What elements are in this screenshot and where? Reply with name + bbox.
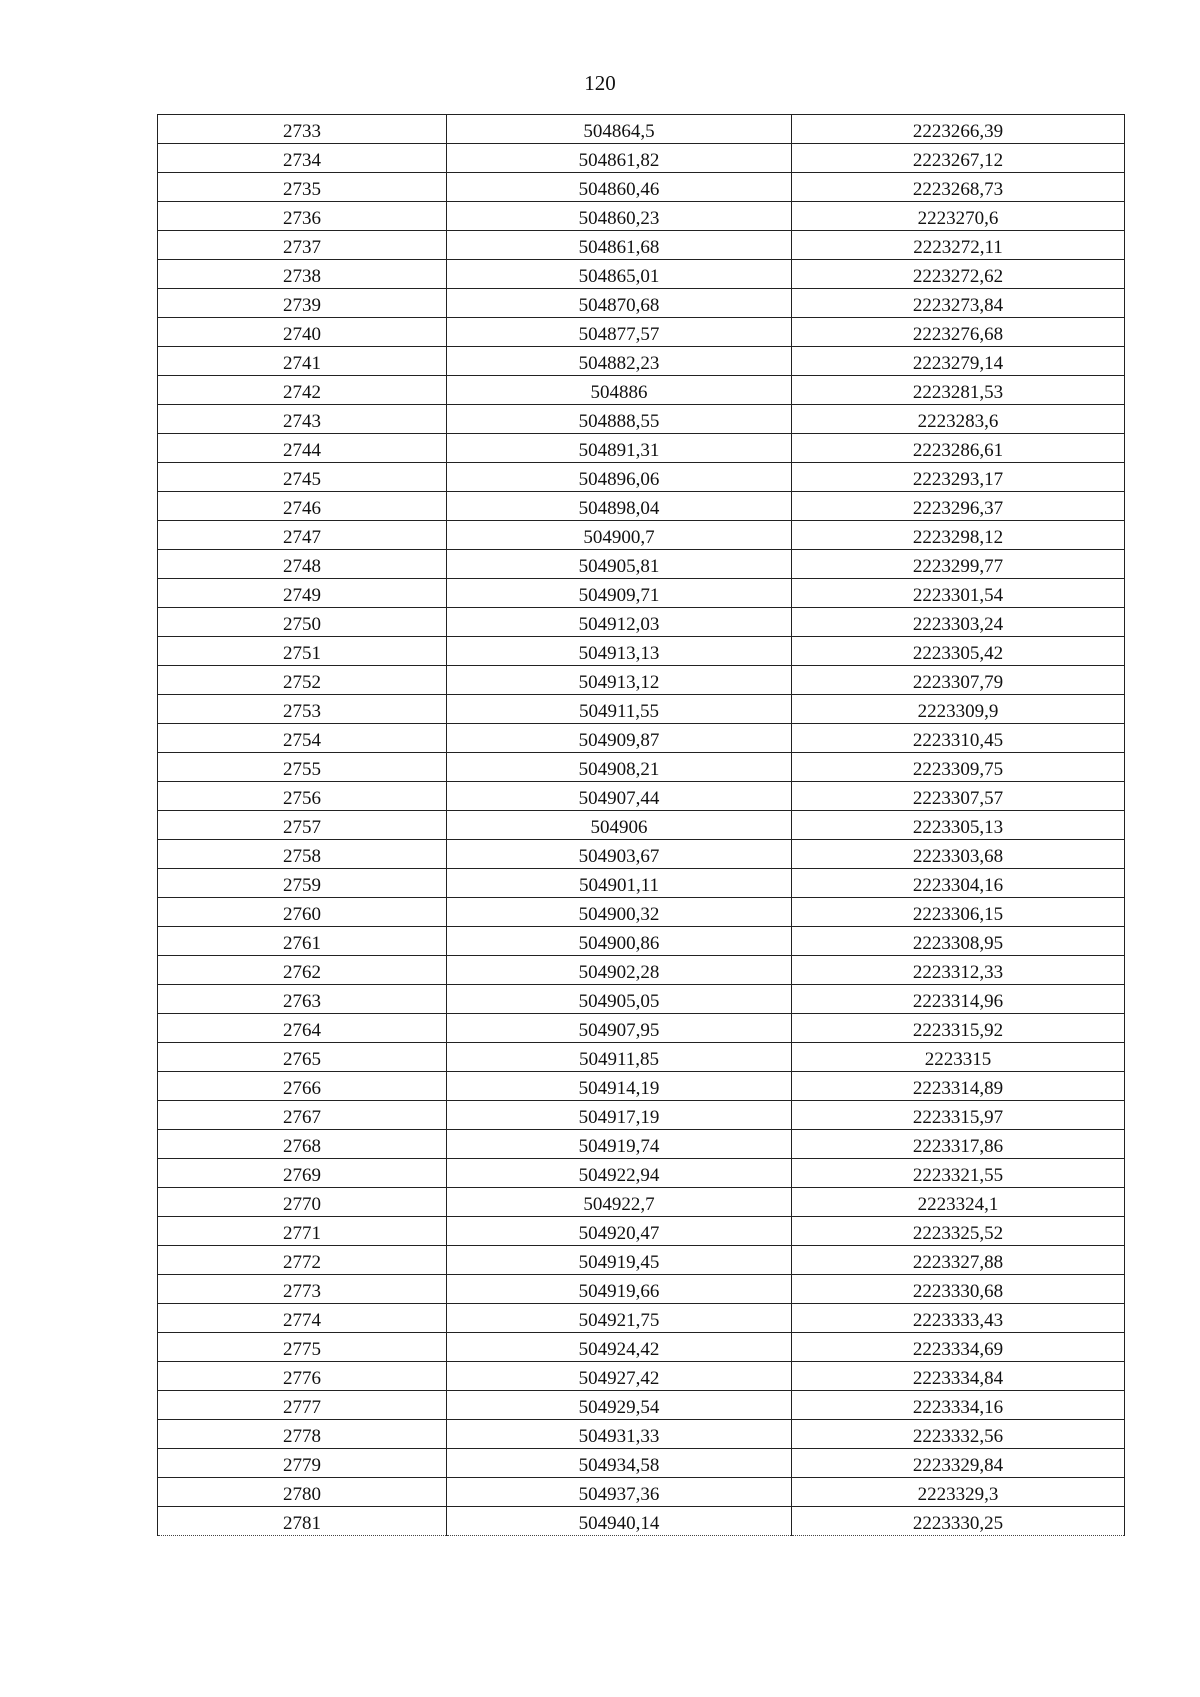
point-number-cell: 2751 <box>158 637 447 666</box>
x-coordinate-cell: 504891,31 <box>447 434 792 463</box>
point-number-cell: 2736 <box>158 202 447 231</box>
y-coordinate-cell: 2223303,68 <box>792 840 1125 869</box>
table-row <box>158 1130 1125 1159</box>
table-row <box>158 724 1125 753</box>
point-number-cell: 2760 <box>158 898 447 927</box>
table-row <box>158 1333 1125 1362</box>
table-row <box>158 753 1125 782</box>
point-number-cell: 2752 <box>158 666 447 695</box>
table-row <box>158 463 1125 492</box>
table-row <box>158 173 1125 202</box>
x-coordinate-cell: 504882,23 <box>447 347 792 376</box>
point-number-cell: 2754 <box>158 724 447 753</box>
y-coordinate-cell: 2223329,3 <box>792 1478 1125 1507</box>
point-number-cell: 2773 <box>158 1275 447 1304</box>
x-coordinate-cell: 504888,55 <box>447 405 792 434</box>
table-row <box>158 1362 1125 1391</box>
point-number-cell: 2765 <box>158 1043 447 1072</box>
x-coordinate-cell: 504902,28 <box>447 956 792 985</box>
point-number-cell: 2769 <box>158 1159 447 1188</box>
x-coordinate-cell: 504919,74 <box>447 1130 792 1159</box>
table-row <box>158 608 1125 637</box>
y-coordinate-cell: 2223276,68 <box>792 318 1125 347</box>
point-number-cell: 2749 <box>158 579 447 608</box>
y-coordinate-cell: 2223279,14 <box>792 347 1125 376</box>
y-coordinate-cell: 2223304,16 <box>792 869 1125 898</box>
x-coordinate-cell: 504870,68 <box>447 289 792 318</box>
point-number-cell: 2755 <box>158 753 447 782</box>
table-row <box>158 695 1125 724</box>
table-row <box>158 637 1125 666</box>
point-number-cell: 2757 <box>158 811 447 840</box>
x-coordinate-cell: 504919,66 <box>447 1275 792 1304</box>
y-coordinate-cell: 2223314,89 <box>792 1072 1125 1101</box>
x-coordinate-cell: 504908,21 <box>447 753 792 782</box>
x-coordinate-cell: 504864,5 <box>447 115 792 144</box>
table-row <box>158 1246 1125 1275</box>
point-number-cell: 2746 <box>158 492 447 521</box>
point-number-cell: 2768 <box>158 1130 447 1159</box>
table-row <box>158 1043 1125 1072</box>
point-number-cell: 2748 <box>158 550 447 579</box>
table-row <box>158 579 1125 608</box>
y-coordinate-cell: 2223334,16 <box>792 1391 1125 1420</box>
table-row <box>158 811 1125 840</box>
y-coordinate-cell: 2223315,92 <box>792 1014 1125 1043</box>
y-coordinate-cell: 2223305,42 <box>792 637 1125 666</box>
table-row <box>158 1217 1125 1246</box>
table-row <box>158 260 1125 289</box>
x-coordinate-cell: 504905,81 <box>447 550 792 579</box>
table-row <box>158 347 1125 376</box>
point-number-cell: 2740 <box>158 318 447 347</box>
table-row <box>158 289 1125 318</box>
y-coordinate-cell: 2223325,52 <box>792 1217 1125 1246</box>
y-coordinate-cell: 2223303,24 <box>792 608 1125 637</box>
x-coordinate-cell: 504909,71 <box>447 579 792 608</box>
x-coordinate-cell: 504927,42 <box>447 1362 792 1391</box>
y-coordinate-cell: 2223273,84 <box>792 289 1125 318</box>
point-number-cell: 2770 <box>158 1188 447 1217</box>
x-coordinate-cell: 504934,58 <box>447 1449 792 1478</box>
table-row <box>158 898 1125 927</box>
table-row <box>158 1275 1125 1304</box>
x-coordinate-cell: 504937,36 <box>447 1478 792 1507</box>
point-number-cell: 2734 <box>158 144 447 173</box>
x-coordinate-cell: 504898,04 <box>447 492 792 521</box>
y-coordinate-cell: 2223266,39 <box>792 115 1125 144</box>
table-row <box>158 927 1125 956</box>
x-coordinate-cell: 504917,19 <box>447 1101 792 1130</box>
point-number-cell: 2743 <box>158 405 447 434</box>
point-number-cell: 2747 <box>158 521 447 550</box>
x-coordinate-cell: 504909,87 <box>447 724 792 753</box>
y-coordinate-cell: 2223315,97 <box>792 1101 1125 1130</box>
table-row <box>158 492 1125 521</box>
table-row <box>158 869 1125 898</box>
table-row <box>158 1478 1125 1507</box>
y-coordinate-cell: 2223334,84 <box>792 1362 1125 1391</box>
y-coordinate-cell: 2223312,33 <box>792 956 1125 985</box>
table-row <box>158 956 1125 985</box>
y-coordinate-cell: 2223307,57 <box>792 782 1125 811</box>
table-row <box>158 1014 1125 1043</box>
point-number-cell: 2763 <box>158 985 447 1014</box>
point-number-cell: 2764 <box>158 1014 447 1043</box>
table-row <box>158 202 1125 231</box>
point-number-cell: 2779 <box>158 1449 447 1478</box>
x-coordinate-cell: 504924,42 <box>447 1333 792 1362</box>
point-number-cell: 2744 <box>158 434 447 463</box>
point-number-cell: 2776 <box>158 1362 447 1391</box>
y-coordinate-cell: 2223267,12 <box>792 144 1125 173</box>
point-number-cell: 2781 <box>158 1507 447 1536</box>
y-coordinate-cell: 2223327,88 <box>792 1246 1125 1275</box>
table-row <box>158 1072 1125 1101</box>
x-coordinate-cell: 504861,68 <box>447 231 792 260</box>
x-coordinate-cell: 504922,7 <box>447 1188 792 1217</box>
table-row <box>158 1420 1125 1449</box>
y-coordinate-cell: 2223321,55 <box>792 1159 1125 1188</box>
table-row <box>158 1304 1125 1333</box>
x-coordinate-cell: 504922,94 <box>447 1159 792 1188</box>
y-coordinate-cell: 2223301,54 <box>792 579 1125 608</box>
y-coordinate-cell: 2223332,56 <box>792 1420 1125 1449</box>
y-coordinate-cell: 2223317,86 <box>792 1130 1125 1159</box>
y-coordinate-cell: 2223281,53 <box>792 376 1125 405</box>
point-number-cell: 2742 <box>158 376 447 405</box>
point-number-cell: 2775 <box>158 1333 447 1362</box>
y-coordinate-cell: 2223308,95 <box>792 927 1125 956</box>
y-coordinate-cell: 2223272,62 <box>792 260 1125 289</box>
table-row <box>158 521 1125 550</box>
point-number-cell: 2778 <box>158 1420 447 1449</box>
point-number-cell: 2772 <box>158 1246 447 1275</box>
coordinates-table <box>157 114 1125 1536</box>
y-coordinate-cell: 2223296,37 <box>792 492 1125 521</box>
x-coordinate-cell: 504901,11 <box>447 869 792 898</box>
page-number: 120 <box>584 71 616 95</box>
table-row <box>158 985 1125 1014</box>
point-number-cell: 2762 <box>158 956 447 985</box>
table-row <box>158 550 1125 579</box>
x-coordinate-cell: 504886 <box>447 376 792 405</box>
point-number-cell: 2774 <box>158 1304 447 1333</box>
table-row <box>158 840 1125 869</box>
table-row <box>158 1507 1125 1536</box>
table-row <box>158 405 1125 434</box>
x-coordinate-cell: 504929,54 <box>447 1391 792 1420</box>
y-coordinate-cell: 2223299,77 <box>792 550 1125 579</box>
table-row <box>158 115 1125 144</box>
table-body <box>158 115 1125 1536</box>
y-coordinate-cell: 2223310,45 <box>792 724 1125 753</box>
y-coordinate-cell: 2223329,84 <box>792 1449 1125 1478</box>
x-coordinate-cell: 504860,46 <box>447 173 792 202</box>
y-coordinate-cell: 2223324,1 <box>792 1188 1125 1217</box>
y-coordinate-cell: 2223268,73 <box>792 173 1125 202</box>
point-number-cell: 2753 <box>158 695 447 724</box>
y-coordinate-cell: 2223283,6 <box>792 405 1125 434</box>
y-coordinate-cell: 2223293,17 <box>792 463 1125 492</box>
y-coordinate-cell: 2223309,75 <box>792 753 1125 782</box>
point-number-cell: 2737 <box>158 231 447 260</box>
point-number-cell: 2756 <box>158 782 447 811</box>
point-number-cell: 2759 <box>158 869 447 898</box>
y-coordinate-cell: 2223309,9 <box>792 695 1125 724</box>
point-number-cell: 2750 <box>158 608 447 637</box>
table-row <box>158 231 1125 260</box>
table-row <box>158 434 1125 463</box>
point-number-cell: 2745 <box>158 463 447 492</box>
table-row <box>158 1188 1125 1217</box>
y-coordinate-cell: 2223286,61 <box>792 434 1125 463</box>
x-coordinate-cell: 504914,19 <box>447 1072 792 1101</box>
table-row <box>158 1159 1125 1188</box>
x-coordinate-cell: 504912,03 <box>447 608 792 637</box>
point-number-cell: 2738 <box>158 260 447 289</box>
y-coordinate-cell: 2223330,68 <box>792 1275 1125 1304</box>
x-coordinate-cell: 504900,32 <box>447 898 792 927</box>
x-coordinate-cell: 504905,05 <box>447 985 792 1014</box>
y-coordinate-cell: 2223298,12 <box>792 521 1125 550</box>
y-coordinate-cell: 2223330,25 <box>792 1507 1125 1536</box>
x-coordinate-cell: 504931,33 <box>447 1420 792 1449</box>
x-coordinate-cell: 504940,14 <box>447 1507 792 1536</box>
x-coordinate-cell: 504900,86 <box>447 927 792 956</box>
x-coordinate-cell: 504911,55 <box>447 695 792 724</box>
y-coordinate-cell: 2223315 <box>792 1043 1125 1072</box>
y-coordinate-cell: 2223333,43 <box>792 1304 1125 1333</box>
table-row <box>158 666 1125 695</box>
y-coordinate-cell: 2223306,15 <box>792 898 1125 927</box>
x-coordinate-cell: 504919,45 <box>447 1246 792 1275</box>
x-coordinate-cell: 504907,95 <box>447 1014 792 1043</box>
x-coordinate-cell: 504907,44 <box>447 782 792 811</box>
point-number-cell: 2758 <box>158 840 447 869</box>
x-coordinate-cell: 504896,06 <box>447 463 792 492</box>
point-number-cell: 2761 <box>158 927 447 956</box>
x-coordinate-cell: 504921,75 <box>447 1304 792 1333</box>
x-coordinate-cell: 504903,67 <box>447 840 792 869</box>
y-coordinate-cell: 2223305,13 <box>792 811 1125 840</box>
y-coordinate-cell: 2223334,69 <box>792 1333 1125 1362</box>
point-number-cell: 2739 <box>158 289 447 318</box>
x-coordinate-cell: 504913,13 <box>447 637 792 666</box>
point-number-cell: 2767 <box>158 1101 447 1130</box>
point-number-cell: 2766 <box>158 1072 447 1101</box>
table-row <box>158 376 1125 405</box>
point-number-cell: 2733 <box>158 115 447 144</box>
table-row <box>158 318 1125 347</box>
x-coordinate-cell: 504911,85 <box>447 1043 792 1072</box>
point-number-cell: 2771 <box>158 1217 447 1246</box>
table-row <box>158 1449 1125 1478</box>
x-coordinate-cell: 504913,12 <box>447 666 792 695</box>
table-row <box>158 144 1125 173</box>
x-coordinate-cell: 504861,82 <box>447 144 792 173</box>
x-coordinate-cell: 504860,23 <box>447 202 792 231</box>
x-coordinate-cell: 504900,7 <box>447 521 792 550</box>
y-coordinate-cell: 2223307,79 <box>792 666 1125 695</box>
point-number-cell: 2780 <box>158 1478 447 1507</box>
y-coordinate-cell: 2223272,11 <box>792 231 1125 260</box>
table-row <box>158 782 1125 811</box>
point-number-cell: 2777 <box>158 1391 447 1420</box>
table-row <box>158 1101 1125 1130</box>
y-coordinate-cell: 2223314,96 <box>792 985 1125 1014</box>
x-coordinate-cell: 504865,01 <box>447 260 792 289</box>
point-number-cell: 2741 <box>158 347 447 376</box>
point-number-cell: 2735 <box>158 173 447 202</box>
x-coordinate-cell: 504906 <box>447 811 792 840</box>
x-coordinate-cell: 504920,47 <box>447 1217 792 1246</box>
table-row <box>158 1391 1125 1420</box>
y-coordinate-cell: 2223270,6 <box>792 202 1125 231</box>
x-coordinate-cell: 504877,57 <box>447 318 792 347</box>
